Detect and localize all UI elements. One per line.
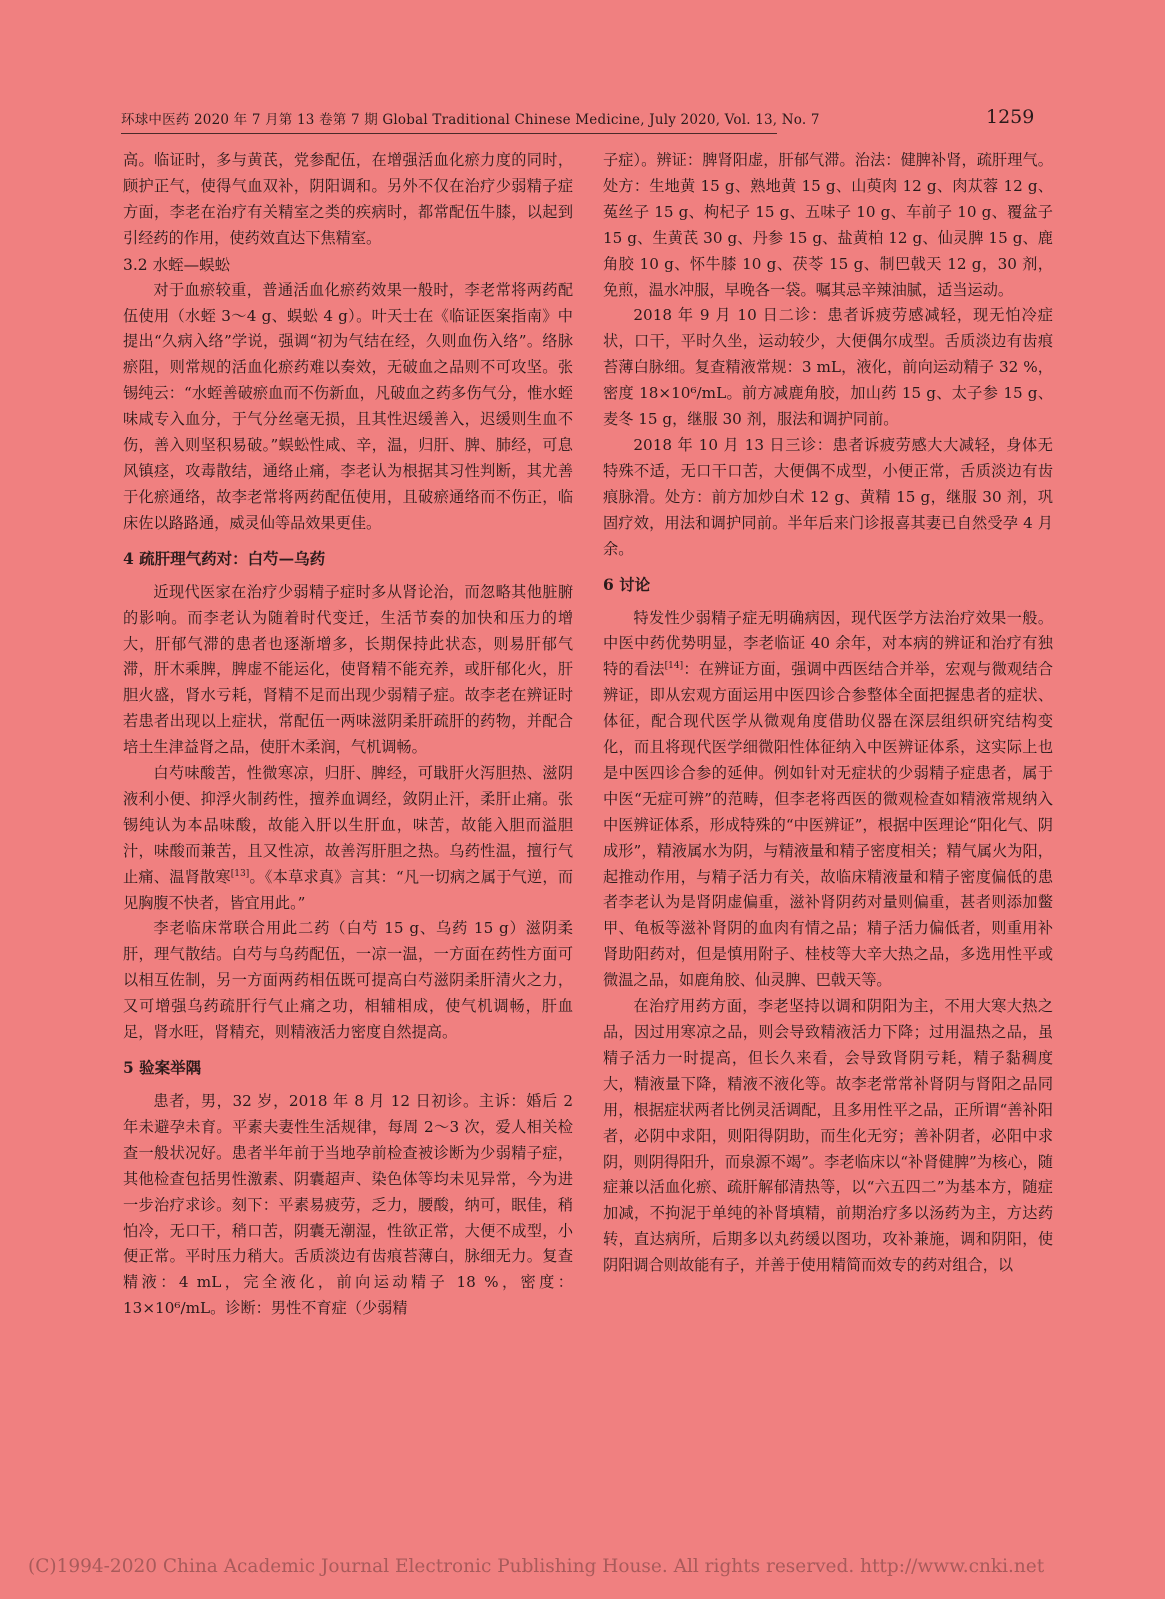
- paragraph: 高。临证时，多与黄芪，党参配伍，在增强活血化瘀力度的同时，顾护正气，使得气血双补，阴阳调和。另外不仅在治疗少弱精子症方面，李老在治疗有关精室之类的疾病时，都常配伍牛膝，以起到引经药的作用，使药效直达下焦精室。: [123, 151, 573, 247]
- paragraph-with-citation: [603, 606, 1053, 995]
- paragraph: 近现代医家在治疗少弱精子症时多从肾论治，而忽略其他脏腑的影响。而李老认为随着时代变迁，生活节奏的加快和压力的增大，肝郁气滞的患者也逐渐增多，长期保持此状态，则易肝郁气滞，肝木乘脾，脾虚不能运化，使肾精不能充养，或肝郁化火，肝胆火盛，肾水亏耗，肾精不足而出现少弱精子症。故李老在辨证时若患者出现以上症状，常配伍一两味滋阴柔肝疏肝的药物，并配合培土生津益肾之品，使肝木柔润，气机调畅。: [123, 582, 573, 757]
- paragraph-text: 特发性少弱精子症无明确病因，现代医学方法治疗效果一般。中医中药优势明显，李老临证 40 余年，对本病的辨证和治疗有独特的看法: [603, 608, 1053, 679]
- paragraph-text: 。《本草求真》言其：“凡一切病之属于气逆，而见胸腹不快者，皆宜用此。”: [123, 867, 574, 912]
- right-column: [603, 148, 1053, 1279]
- page-number: 1259: [986, 106, 1035, 128]
- section-heading-3-2: 3.2 水蛭—蜈蚣: [123, 255, 231, 274]
- section-heading-5: 5 验案举隅: [123, 1058, 202, 1077]
- paragraph: 2018 年 9 月 10 日二诊：患者诉疲劳感减轻，现无怕冷症状，口干，平时久坐，运动较少，大便偶尔成型。舌质淡边有齿痕苔薄白脉细。复查精液常规：3 mL，液化，前向运动精子 32 %，密度 18×10⁶/mL。前方减鹿角胶，加山药 15 g、太子参 15 g、麦冬 15 g，继服 30 剂，服法和调护同前。: [603, 306, 1053, 429]
- citation-ref[interactable]: [14]: [664, 661, 684, 672]
- left-column: [123, 148, 573, 1322]
- paragraph: 患者，男，32 岁，2018 年 8 月 12 日初诊。主诉：婚后 2 年未避孕未育。平素夫妻性生活规律，每周 2～3 次，爱人相关检查一般状况好。患者半年前于当地孕前检查被诊断为少弱精子症，其他检查包括男性激素、阴囊超声、染色体等均未见异常，今为进一步治疗求诊。刻下：平素易疲劳，乏力，腰酸，纳可，眠佳，稍怕冷，无口干，稍口苦，阴囊无潮湿，性欲正常，大便不成型，小便正常。平时压力稍大。舌质淡边有齿痕苔薄白，脉细无力。复查精液：4 mL，完全液化，前向运动精子 18 %，密度：13×10⁶/mL。诊断：男性不育症（少弱精: [123, 1092, 573, 1318]
- paragraph-with-citation: [123, 761, 573, 916]
- paragraph: 子症）。辨证：脾肾阳虚，肝郁气滞。治法：健脾补肾，疏肝理气。处方：生地黄 15 g、熟地黄 15 g、山萸肉 12 g、肉苁蓉 12 g、菟丝子 15 g、枸杞子 15 g、五味子 10 g、车前子 10 g、覆盆子 15 g、生黄芪 30 g、丹参 15 g、盐黄柏 12 g、仙灵脾 15 g、鹿角胶 10 g、怀牛膝 10 g、茯苓 15 g、制巴戟天 12 g，30 剂，免煎，温水冲服，早晚各一袋。嘱其忌辛辣油腻，适当运动。: [603, 151, 1053, 299]
- section-heading-6: 6 讨论: [603, 574, 651, 594]
- paragraph-text: 白芍味酸苦，性微寒凉，归肝、脾经，可戢肝火泻胆热、滋阴液利小便、抑浮火制药性，擅养血调经，敛阴止汗，柔肝止痛。张锡纯认为本品味酸，故能入肝以生肝血，味苦，故能入胆而溢胆汁，味酸而兼苦，且又性凉，故善泻肝胆之热。乌药性温，擅行气止痛、温肾散寒: [123, 764, 573, 886]
- citation-ref[interactable]: [13]: [230, 868, 250, 879]
- paragraph: 李老临床常联合用此二药（白芍 15 g、乌药 15 g）滋阴柔肝，理气散结。白芍与乌药配伍，一凉一温，一方面在药性方面可以相互佐制，另一方面两药相伍既可提高白芍滋阴柔肝清火之力，又可增强乌药疏肝行气止痛之功，相辅相成，使气机调畅，肝血足，肾水旺，肾精充，则精液活力密度自然提高。: [123, 919, 573, 1042]
- paragraph: 2018 年 10 月 13 日三诊：患者诉疲劳感大大减轻，身体无特殊不适，无口干口苦，大便偶不成型，小便正常，舌质淡边有齿痕脉滑。处方：前方加炒白术 12 g、黄精 15 g，继服 30 剂，巩固疗效，用法和调护同前。半年后来门诊报喜其妻已自然受孕 4 月余。: [603, 435, 1053, 558]
- copyright-footer: (C)1994-2020 China Academic Journal Electronic Publishing House. All rights reserved. http://www.cnki.net: [28, 1556, 1045, 1577]
- running-header: 环球中医药 2020 年 7 月第 13 卷第 7 期 Global Traditional Chinese Medicine, July 2020, Vol. 13, No. 7: [121, 108, 777, 134]
- paragraph: 在治疗用药方面，李老坚持以调和阴阳为主，不用大寒大热之品，因过用寒凉之品，则会导致精液活力下降；过用温热之品，虽精子活力一时提高，但长久来看，会导致肾阴亏耗，精子黏稠度大，精液量下降，精液不液化等。故李老常常补肾阴与肾阳之品同用，根据症状两者比例灵活调配，且多用性平之品，正所谓“善补阳者，必阴中求阳，则阳得阴助，而生化无穷；善补阴者，必阳中求阴，则阴得阳升，而泉源不竭”。李老临床以“补肾健脾”为核心，随症兼以活血化瘀、疏肝解郁清热等，以“六五四二”为基本方，随症加减，不拘泥于单纯的补肾填精，前期治疗多以汤药为主，方达药转，直达病所，后期多以丸药缓以图功，攻补兼施，调和阴阳，使阴阳调合则故能有子，并善于使用精简而效专的药对组合，以: [603, 997, 1053, 1275]
- paragraph-text: ：在辨证方面，强调中西医结合并举，宏观与微观结合辨证，即从宏观方面运用中医四诊合参整体全面把握患者的症状、体征，配合现代医学从微观角度借助仪器在深层组织研究结构变化，而且将现代医学细微阳性体征纳入中医辨证体系，这实际上也是中医四诊合参的延伸。例如针对无症状的少弱精子症患者，属于中医“无症可辨”的范畴，但李老将西医的微观检查如精液常规纳入中医辨证体系，形成特殊的“中医辨证”，根据中医理论“阳化气、阴成形”，精液属水为阴，与精液量和精子密度相关；精气属火为阳，起推动作用，与精子活力有关，故临床精液量和精子密度偏低的患者李老认为是肾阴虚偏重，滋补肾阴药对量则偏重，甚者则添加鳖甲、龟板等滋补肾阴的血肉有情之品；精子活力偏低者，则重用补肾助阳药对，但是慎用附子、桂枝等大辛大热之品，多选用性平或微温之品，如鹿角胶、仙灵脾、巴戟天等。: [603, 660, 1054, 990]
- paragraph: 对于血瘀较重，普通活血化瘀药效果一般时，李老常将两药配伍使用（水蛭 3～4 g、蜈蚣 4 g）。叶天士在《临证医案指南》中提出“久病入络”学说，强调“初为气结在经，久则血伤入络”。络脉瘀阻，则常规的活血化瘀药难以奏效，无破血之品则不可攻坚。张锡纯云：“水蛭善破瘀血而不伤新血，凡破血之药多伤气分，惟水蛭味咸专入血分，于气分丝毫无损，且其性迟缓善入，迟缓则生血不伤，善入则坚积易破。”蜈蚣性咸、辛，温，归肝、脾、肺经，可息风镇痉，攻毒散结，通络止痛，李老认为根据其习性判断，其尤善于化瘀通络，故李老常将两药配伍使用，且破瘀通络而不伤正，临床佐以路路通，威灵仙等品效果更佳。: [123, 280, 573, 532]
- section-heading-4: 4 疏肝理气药对：白芍—乌药: [123, 548, 326, 568]
